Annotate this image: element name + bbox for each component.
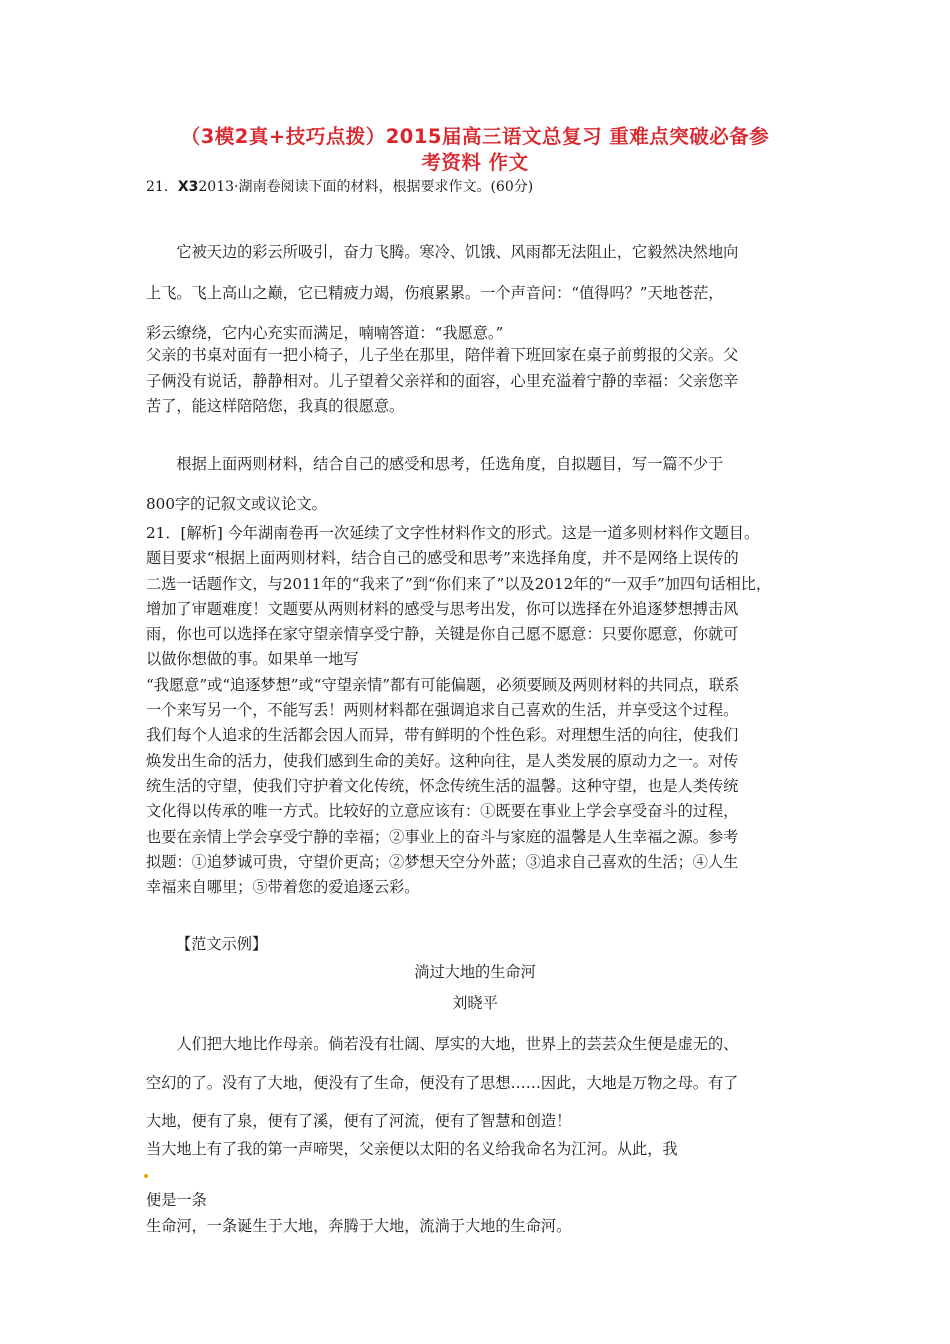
analysis-line: 我们每个人追求的生活都会因人而异，带有鲜明的个性色彩。对理想生活的向往，使我们 [146,726,739,745]
writing-requirement [146,444,806,524]
material-2-line: 子俩没有说话，静静相对。儿子望着父亲祥和的面容，心里充溢着宁静的幸福：父亲您辛 [146,371,739,390]
analysis-line: 幸福来自哪里；⑤带着您的爱追逐云彩。 [146,878,420,897]
cursor-mark-icon [144,1174,148,1178]
article-text: 当大地上有了我的第一声啼哭，父亲便以太阳的名义给我命名为江河。从此，我 [146,1140,678,1158]
article-line [146,1137,816,1214]
article-line: 空幻的了。没有了大地，便没有了生命，便没有了思想……因此，大地是万物之母。有了 [146,1073,739,1092]
analysis-line: 统生活的守望，使我们守护着文化传统，怀念传统生活的温馨。这种守望，也是人类传统 [146,776,739,795]
analysis-line: 雨，你也可以选择在家守望亲情享受宁静，关键是你自己愿不愿意：只要你愿意，你就可 [146,625,739,644]
analysis-line: 以做你想做的事。如果单一地写 [146,650,359,669]
analysis-line: 二选一话题作文，与2011年的“我来了”到“你们来了”以及2012年的“一双手”加四句话相比， [146,574,772,593]
analysis-line: 拟题：①追梦诚可贵，守望价更高；②梦想天空分外蓝；③追求自己喜欢的生活；④人生 [146,852,739,871]
material-2-line: 苦了，能这样陪陪您，我真的很愿意。 [146,397,405,415]
title-line-2: 考资料 作文 [421,151,529,174]
analysis-line: “我愿意”或“追逐梦想”或“守望亲情”都有可能偏题，必须要顾及两则材料的共同点，联系 [146,675,740,694]
analysis-line: 题目要求“根据上面两则材料，结合自己的感受和思考”来选择角度，并不是网络上误传的 [146,549,739,568]
article-title: 淌过大地的生命河 [414,963,536,981]
analysis-line: 焕发出生命的活力，使我们感到生命的美好。这种向往，是人类发展的原动力之一。对传 [146,751,739,770]
article-author: 刘晓平 [452,994,498,1012]
question-code: X3 [177,179,199,195]
material-2 [146,343,806,420]
material-2-line: 父亲的书桌对面有一把小椅子，儿子坐在那里，陪伴着下班回家在桌子前剪报的父亲。父 [146,346,739,364]
document-title [150,124,800,176]
analysis-line: 也要在亲情上学会享受宁静的幸福；②事业上的奋斗与家庭的温馨是人生幸福之源。参考 [146,827,739,846]
article-paragraph-2 [146,1137,816,1239]
article-line: 人们把大地比作母亲。倘若没有壮阔、厚实的大地，世界上的芸芸众生便是虚无的、 [146,1035,739,1053]
analysis-line: 一个来写另一个，不能写丢！两则材料都在强调追求自己喜欢的生活，并享受这个过程。 [146,701,739,720]
requirement-line: 根据上面两则材料，结合自己的感受和思考，任选角度，自拟题目，写一篇不少于 [146,455,724,473]
article-text: 便是一条 [146,1191,207,1209]
material-1 [146,232,806,354]
material-1-line: 彩云缭绕，它内心充实而满足，喃喃答道：“我愿意。” [146,324,504,342]
analysis-line: 文化得以传承的唯一方式。比较好的立意应该有：①既要在事业上学会享受奋斗的过程， [146,802,739,821]
analysis-line: 21．[解析] 今年湖南卷再一次延续了文字性材料作文的形式。这是一道多则材料作文题目。 [146,524,760,542]
question-header [146,176,533,196]
title-line-1: （3模2真+技巧点拨）2015届高三语文总复习 重难点突破必备参 [180,125,770,148]
material-1-line: 它被天边的彩云所吸引，奋力飞腾。寒冷、饥饿、风雨都无法阻止，它毅然决然地向 [146,243,739,261]
question-number: 21． [146,179,178,195]
article-line: 生命河，一条诞生于大地，奔腾于大地，流淌于大地的生命河。 [146,1216,572,1235]
question-text: 2013·湖南卷阅读下面的材料，根据要求作文。(60分) [198,179,534,195]
article-line: 大地，便有了泉，便有了溪，便有了河流，便有了智慧和创造！ [146,1112,572,1130]
requirement-line: 800字的记叙文或议论文。 [146,495,327,513]
analysis [146,521,816,900]
analysis-line: 增加了审题难度！文题要从两则材料的感受与思考出发，你可以选择在外追逐梦想搏击风 [146,599,739,618]
material-1-line: 上飞。飞上高山之巅，它已精疲力竭，伤痕累累。一个声音问：“值得吗？”天地苍茫， [146,283,724,302]
sample-heading: 【范文示例】 [176,935,268,953]
article-paragraph-1 [146,1025,816,1141]
